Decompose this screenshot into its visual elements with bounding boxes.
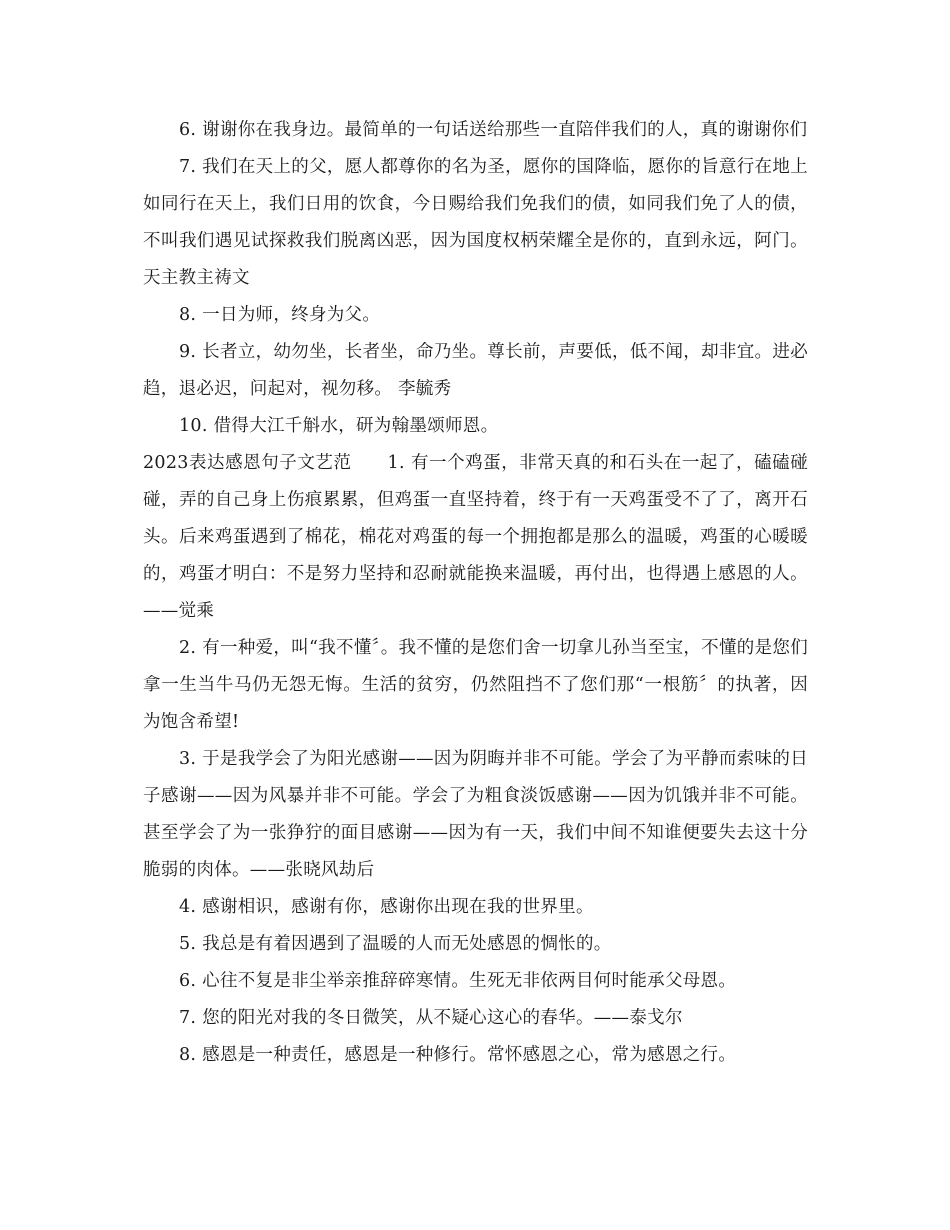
section-item-2: 2. 有一种爱，叫“我不懂〞。我不懂的是您们舍一切拿儿孙当至宝，不懂的是您们拿一生当牛马仍无怨无悔。生活的贫穷，仍然阻挡不了您们那“一根筋〞的执著，因为饱含希望! — [143, 638, 808, 732]
section-start — [143, 445, 808, 630]
section-title: 2023表达感恩句子文艺范 — [143, 453, 352, 473]
section-item-5: 5. 我总是有着因遇到了温暖的人而无处感恩的惆怅的。 — [179, 934, 612, 954]
paragraph-7: 7. 我们在天上的父，愿人都尊你的名为圣，愿你的国降临，愿你的旨意行在地上如同行在天上，我们日用的饮食，今日赐给我们免我们的债，如同我们免了人的债，不叫我们遇见试探救我们脱离凶恶，因为国度权柄荣耀全是你的，直到永远，阿门。天主教主祷文 — [143, 157, 808, 288]
paragraph-10: 10. 借得大江千斛水，研为翰墨颂师恩。 — [179, 416, 499, 436]
section-item-3: 3. 于是我学会了为阳光感谢——因为阴晦并非不可能。学会了为平静而索味的日子感谢——因为风暴并非不可能。学会了为粗食淡饭感谢——因为饥饿并非不可能。甚至学会了为一张狰狞的面目感谢——因为有一天，我们中间不知谁便要失去这十分脆弱的肉体。——张晓风劫后 — [143, 749, 808, 880]
paragraph-9: 9. 长者立，幼勿坐，长者坐，命乃坐。尊长前，声要低，低不闻，却非宜。进必趋，退必迟，问起对，视勿移。 李毓秀 — [143, 342, 808, 399]
paragraph-6: 6. 谢谢你在我身边。最简单的一句话送给那些一直陪伴我们的人，真的谢谢你们 — [179, 120, 808, 140]
section-item-4: 4. 感谢相识，感谢有你，感谢你出现在我的世界里。 — [179, 897, 594, 917]
document-body — [143, 112, 808, 1074]
section-item-6: 6. 心往不复是非尘举亲推辞碎寒情。生死无非依两目何时能承父母恩。 — [179, 971, 737, 991]
section-item-8: 8. 感恩是一种责任，感恩是一种修行。常怀感恩之心，常为感恩之行。 — [179, 1045, 737, 1065]
section-item-7: 7. 您的阳光对我的冬日微笑，从不疑心这心的春华。——泰戈尔 — [179, 1008, 683, 1028]
section-item-1: 1. 有一个鸡蛋，非常天真的和石头在一起了，磕磕碰碰，弄的自己身上伤痕累累，但鸡蛋一直坚持着，终于有一天鸡蛋受不了了，离开石头。后来鸡蛋遇到了棉花，棉花对鸡蛋的每一个拥抱都是那么的温暖，鸡蛋的心暖暖的，鸡蛋才明白：不是努力坚持和忍耐就能换来温暖，再付出，也得遇上感恩的人。——觉乘 — [143, 453, 808, 621]
paragraph-8: 8. 一日为师，终身为父。 — [179, 305, 381, 325]
